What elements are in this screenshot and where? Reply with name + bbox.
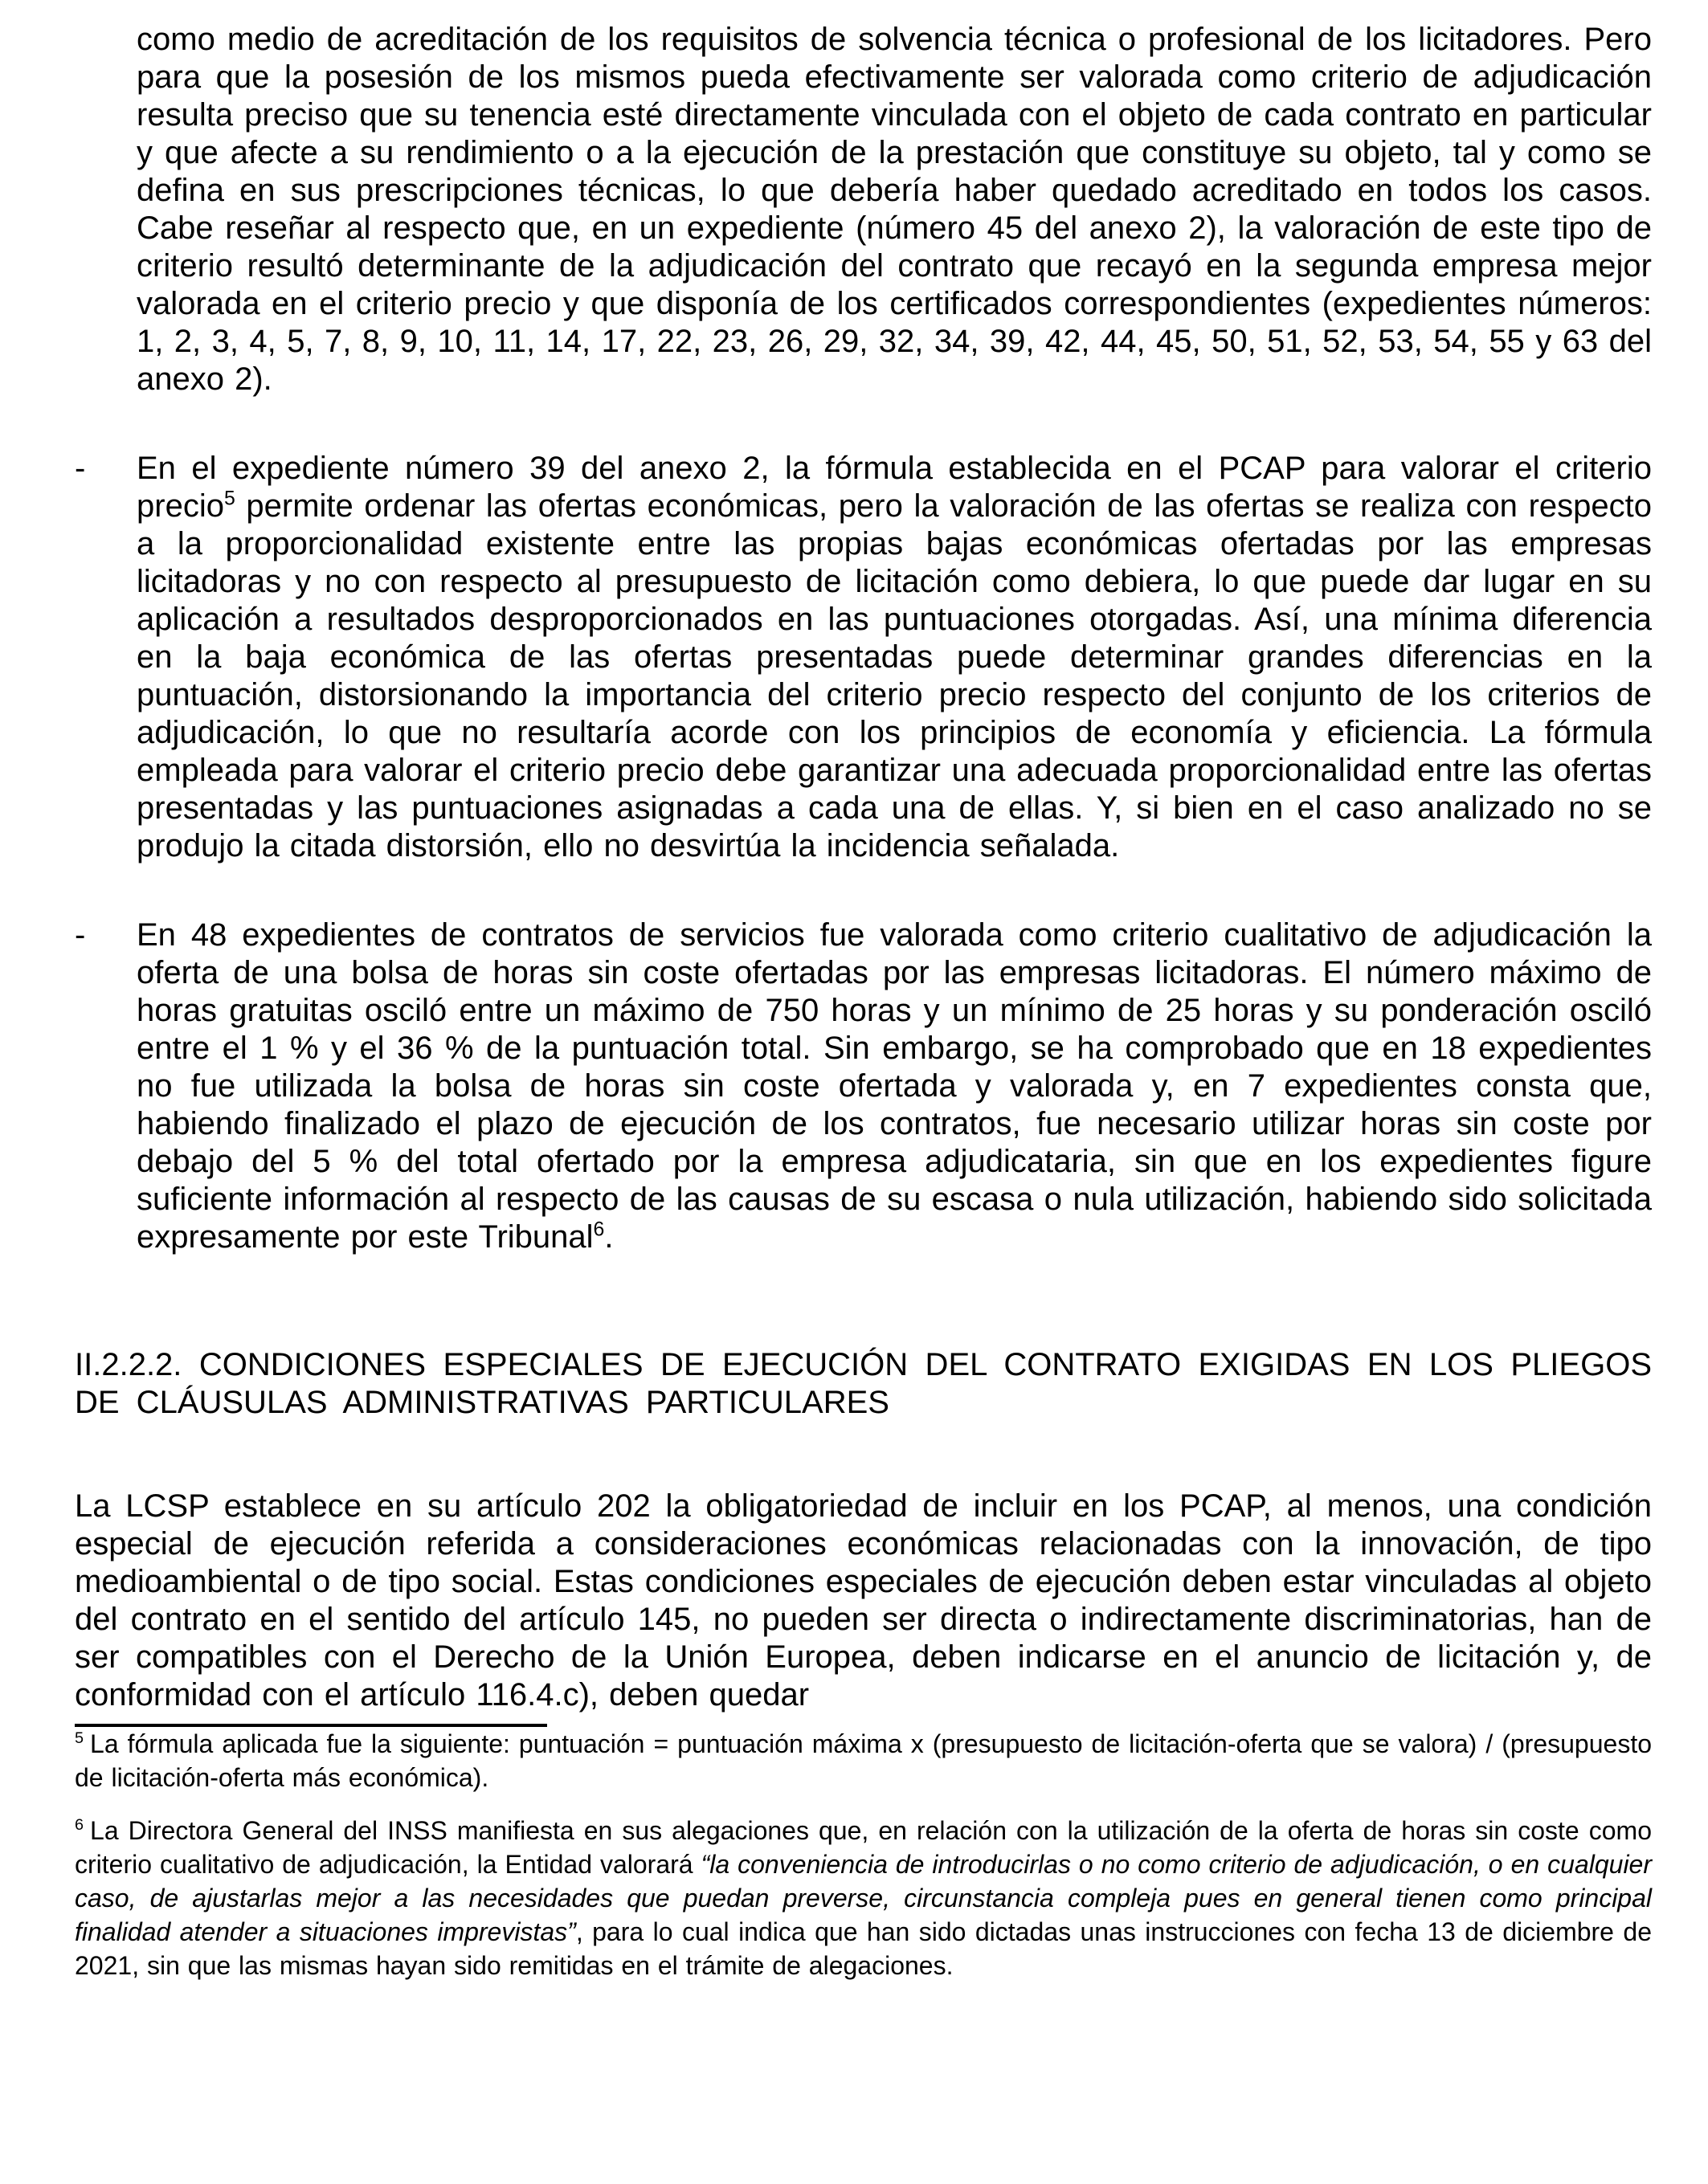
text-run: La fórmula aplicada fue la siguiente: puntuación = puntuación máxima x (presupuesto de licitación-oferta que se valora) / (presupuesto de licitación-oferta más económica). — [75, 1729, 1652, 1792]
section-heading — [75, 1346, 1652, 1422]
text-run: permite ordenar las ofertas económicas, pero la valoración de las ofertas se realiza con respecto a la proporcionalidad existente entre las propias bajas económicas ofertadas por las empresas licitadoras y no con respecto al presupuesto de licitación como debiera, lo que puede dar lugar en su aplicación a resultados desproporcionados en las puntuaciones otorgadas. Así, una mínima diferencia en la baja económica de las ofertas presentadas puede determinar grandes diferencias en la puntuación, distorsionando la importancia del criterio precio respecto del conjunto de los criterios de adjudicación, lo que no resultaría acorde con los principios de economía y eficiencia. La fórmula empleada para valorar el criterio precio debe garantizar una adecuada proporcionalidad entre las ofertas presentadas y las puntuaciones asignadas a cada una de ellas. Y, si bien en el caso analizado no se produjo la citada distorsión, ello no desvirtúa la incidencia señalada. — [137, 488, 1652, 863]
bullet-item — [75, 916, 1652, 1256]
text-run: . — [604, 1219, 614, 1255]
bullet-marker: - — [75, 451, 86, 486]
footnote-area — [75, 1724, 1652, 1982]
footnote — [75, 1814, 1652, 1982]
superscript-footnote-ref: 6 — [593, 1219, 605, 1241]
text-run: En el expediente número 39 del anexo 2, la fórmula establecida en el PCAP para valorar el criterio precio — [137, 451, 1652, 524]
superscript-footnote-ref: 5 — [223, 488, 235, 510]
bullet-text — [137, 917, 1652, 1255]
body-paragraph-continuation — [137, 21, 1652, 398]
footnote-text — [75, 1816, 1652, 1980]
bullet-item — [75, 450, 1652, 865]
footnote-text — [75, 1729, 1652, 1792]
text-run: II.2.2.2. CONDICIONES ESPECIALES DE EJECUCIÓN DEL CONTRATO EXIGIDAS EN LOS PLIEGOS DE CLÁUSULAS ADMINISTRATIVAS PARTICULARES — [75, 1347, 1652, 1420]
bullet-text — [137, 451, 1652, 863]
bullet-marker: - — [75, 917, 86, 953]
footnote — [75, 1727, 1652, 1794]
text-run: , para lo cual indica que han sido dictadas unas instrucciones con fecha 13 de diciembre de 2021, sin que las mismas hayan sido remitidas en el trámite de alegaciones. — [75, 1917, 1653, 1980]
footnote-number: 6 — [75, 1816, 84, 1835]
footnote-number: 5 — [75, 1729, 84, 1748]
text-run: La Directora General del INSS manifiesta en sus alegaciones que, en relación con la utilización de la oferta de horas sin coste como criterio cualitativo de adjudicación, la Entidad valorará — [75, 1816, 1652, 1879]
text-run: La LCSP establece en su artículo 202 la obligatoriedad de incluir en los PCAP, al menos, una condición especial de ejecución referida a consideraciones económicas relacionadas con la innovación, de tipo medioambiental o de tipo social. Estas condiciones especiales de ejecución deben estar vinculadas al objeto del contrato en el sentido del artículo 145, no pueden ser directa o indirectamente discriminatorias, han de ser compatibles con el Derecho de la Unión Europea, deben indicarse en el anuncio de licitación y, de conformidad con el artículo 116.4.c), deben quedar — [75, 1488, 1652, 1713]
text-run: como medio de acreditación de los requisitos de solvencia técnica o profesional de los licitadores. Pero para que la posesión de los mismos pueda efectivamente ser valorada como criterio de adjudicación resulta preciso que su tenencia esté directamente vinculada con el objeto de cada contrato en particular y que afecte a su rendimiento o a la ejecución de la prestación que constituye su objeto, tal y como se defina en sus prescripciones técnicas, lo que debería haber quedado acreditado en todos los casos. Cabe reseñar al respecto que, en un expediente (número 45 del anexo 2), la valoración de este tipo de criterio resultó determinante de la adjudicación del contrato que recayó en la segunda empresa mejor valorada en el criterio precio y que disponía de los certificados correspondientes (expedientes números: 1, 2, 3, 4, 5, 7, 8, 9, 10, 11, 14, 17, 22, 23, 26, 29, 32, 34, 39, 42, 44, 45, 50, 51, 52, 53, 54, 55 y 63 del anexo 2). — [137, 22, 1652, 397]
body-paragraph — [75, 1488, 1652, 1714]
text-run: En 48 expedientes de contratos de servicios fue valorada como criterio cualitativo de adjudicación la oferta de una bolsa de horas sin coste ofertadas por las empresas licitadoras. El número máximo de horas gratuitas osciló entre un máximo de 750 horas y un mínimo de 25 horas y su ponderación osciló entre el 1 % y el 36 % de la puntuación total. Sin embargo, se ha comprobado que en 18 expedientes no fue utilizada la bolsa de horas sin coste ofertada y valorada y, en 7 expedientes consta que, habiendo finalizado el plazo de ejecución de los contratos, fue necesario utilizar horas sin coste por debajo del 5 % del total ofertado por la empresa adjudicataria, sin que en los expedientes figure suficiente información al respecto de las causas de su escasa o nula utilización, habiendo sido solicitada expresamente por este Tribunal — [137, 917, 1652, 1255]
quoted-text: “la conveniencia de introducirlas o no como criterio de adjudicación, o en cualquier caso, de ajustarlas mejor a las necesidades que puedan preverse, circunstancia compleja pues en general tienen como principal finalidad atender a situaciones imprevistas” — [75, 1850, 1653, 1946]
